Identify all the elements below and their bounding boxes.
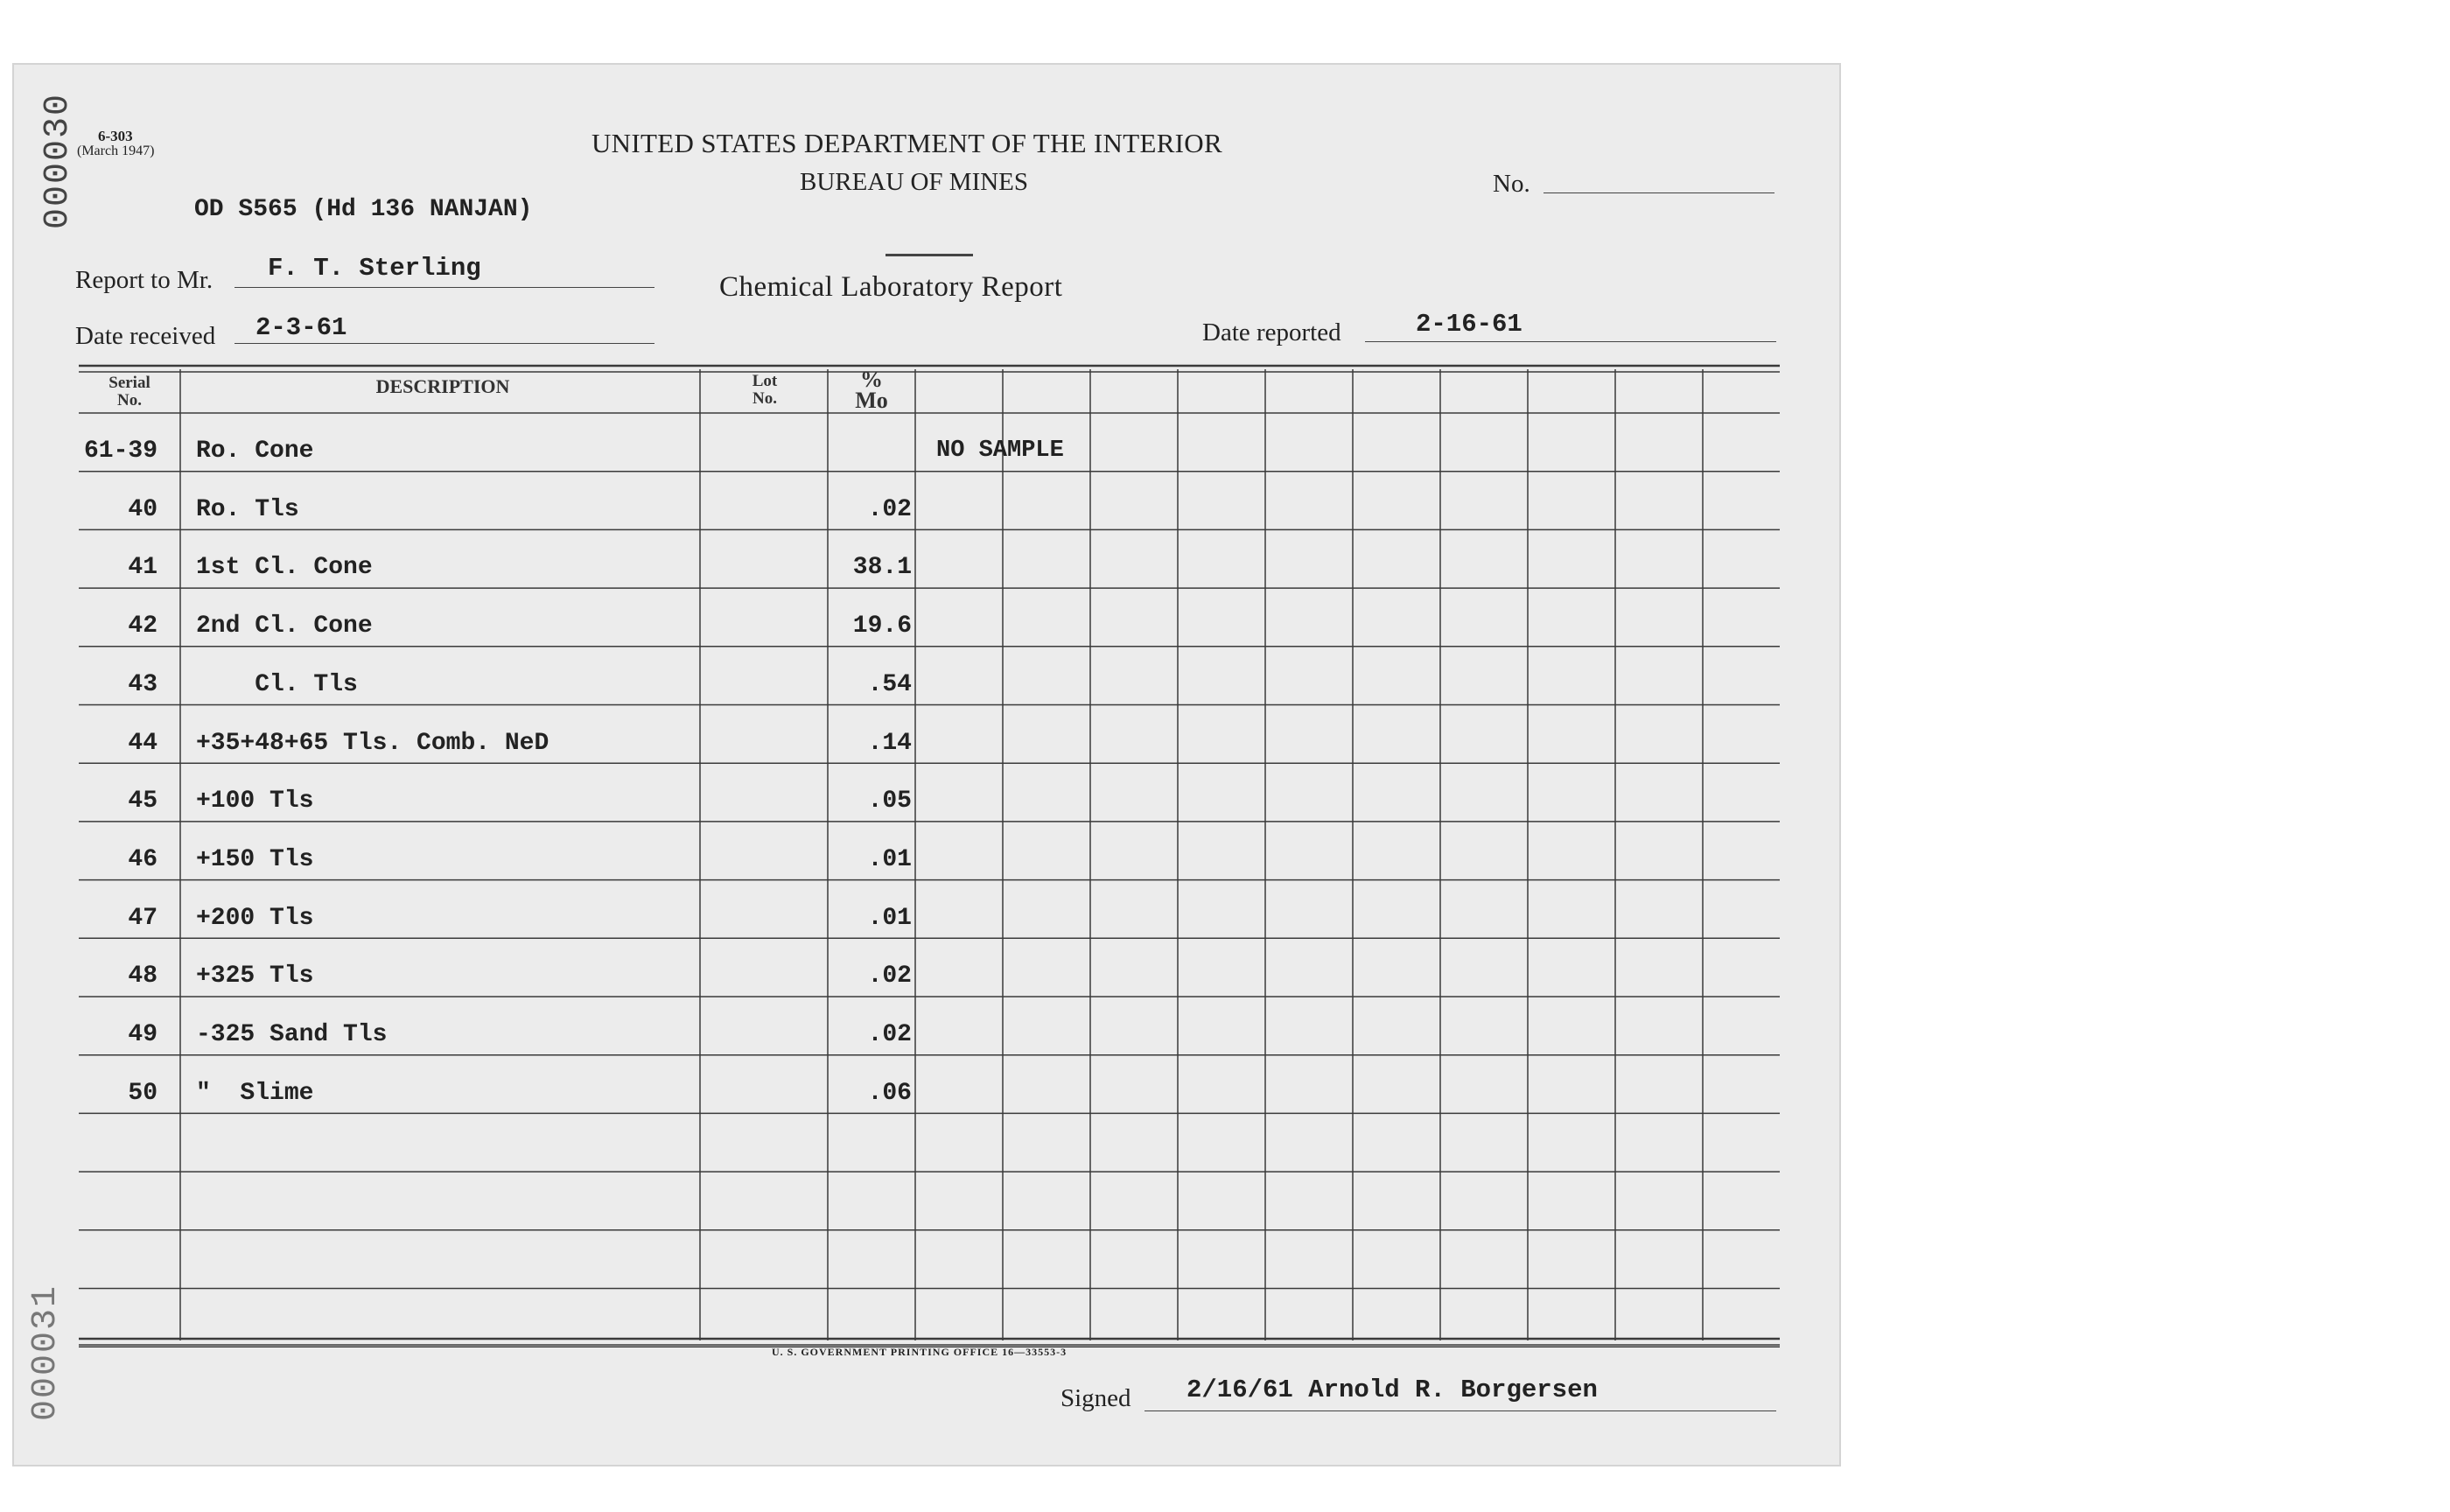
header-percent-mo xyxy=(828,369,915,411)
printer-imprint: U. S. GOVERNMENT PRINTING OFFICE 16—33553-3 xyxy=(772,1346,1068,1358)
mo-cell: 38.1 xyxy=(852,554,912,582)
no-label: No. xyxy=(1493,170,1530,198)
mo-cell: .05 xyxy=(867,788,912,816)
header-percent-text: % Mo xyxy=(855,367,888,413)
serial-cell: 41 xyxy=(128,554,158,582)
serial-cell: 49 xyxy=(128,1021,158,1048)
header-serial-no xyxy=(80,374,178,410)
header-lot-text: Lot No. xyxy=(752,372,778,408)
serial-cell: 44 xyxy=(128,729,158,757)
agency-title: UNITED STATES DEPARTMENT OF THE INTERIOR xyxy=(592,128,1222,158)
serial-cell: 46 xyxy=(128,845,158,873)
description-cell: Ro. Tls xyxy=(196,495,299,523)
serial-cell: 45 xyxy=(128,788,158,816)
archive-stamp-top: 000030 xyxy=(38,92,78,229)
header-description: DESCRIPTION xyxy=(375,375,510,397)
report-to-label: Report to Mr. xyxy=(75,266,214,294)
form-number: 6-303 xyxy=(98,128,133,144)
description-cell: 2nd Cl. Cone xyxy=(196,612,373,640)
description-cell: +325 Tls xyxy=(196,962,314,990)
mo-cell: .01 xyxy=(867,845,912,873)
report-title: Chemical Laboratory Report xyxy=(719,271,1063,303)
mo-cell: .02 xyxy=(867,1021,912,1048)
mo-cell: .02 xyxy=(867,495,912,523)
serial-cell: 48 xyxy=(128,962,158,990)
description-cell: +200 Tls xyxy=(196,904,314,932)
description-cell: 1st Cl. Cone xyxy=(196,554,373,582)
archive-stamp-bottom: 000031 xyxy=(26,1284,66,1421)
description-cell: " Slime xyxy=(196,1079,314,1107)
signed-label: Signed xyxy=(1060,1384,1131,1412)
description-cell: Ro. Cone xyxy=(196,438,314,465)
mo-cell: .06 xyxy=(867,1079,912,1107)
mo-cell: .01 xyxy=(867,904,912,932)
description-cell: +100 Tls xyxy=(196,788,314,816)
bureau-title: BUREAU OF MINES xyxy=(800,168,1029,196)
description-cell: +150 Tls xyxy=(196,845,314,873)
serial-cell: 50 xyxy=(128,1079,158,1107)
date-received-label: Date received xyxy=(75,322,216,350)
mo-cell: .14 xyxy=(867,729,912,757)
date-reported-value: 2-16-61 xyxy=(1416,310,1522,339)
header-lot-no xyxy=(700,373,830,408)
header-serial-text: Serial No. xyxy=(108,374,150,410)
serial-cell: 47 xyxy=(128,904,158,932)
signature-value: 2/16/61 Arnold R. Borgersen xyxy=(1186,1376,1598,1404)
date-reported-label: Date reported xyxy=(1202,318,1341,346)
serial-cell: 43 xyxy=(128,670,158,698)
serial-cell: 42 xyxy=(128,612,158,640)
mo-cell: 19.6 xyxy=(852,612,912,640)
no-sample-note: NO SAMPLE xyxy=(936,438,1064,464)
description-cell: +35+48+65 Tls. Comb. NeD xyxy=(196,729,550,757)
serial-cell: 40 xyxy=(128,495,158,523)
signature-line xyxy=(1144,1410,1776,1411)
serial-cell: 61-39 xyxy=(83,438,158,465)
sample-reference: OD S565 (Hd 136 NANJAN) xyxy=(194,196,533,223)
report-to-value: F. T. Sterling xyxy=(268,254,481,283)
mo-cell: .02 xyxy=(867,962,912,990)
form-edition: (March 1947) xyxy=(77,144,155,158)
description-cell: -325 Sand Tls xyxy=(196,1021,388,1048)
date-received-value: 2-3-61 xyxy=(256,313,347,342)
mo-cell: .54 xyxy=(867,670,912,698)
description-cell: Cl. Tls xyxy=(196,670,358,698)
